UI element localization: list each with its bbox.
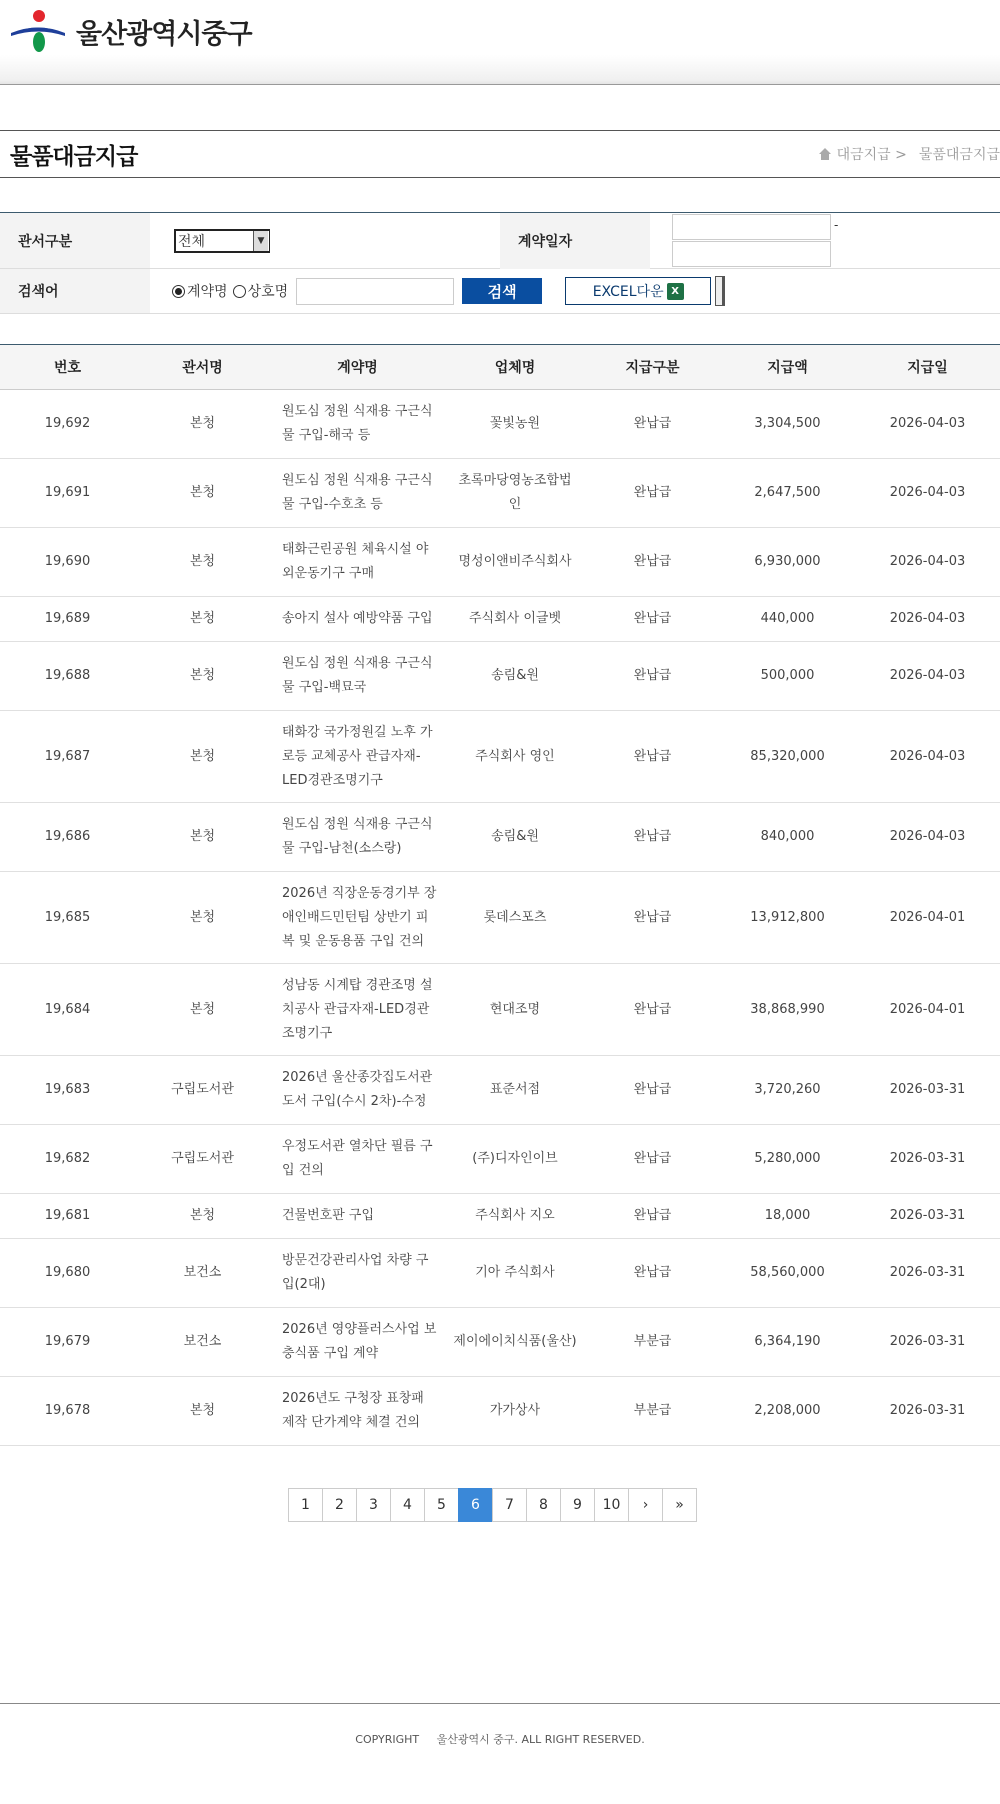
cell-office: 본청: [135, 390, 270, 459]
search-row-office: [0, 213, 1000, 269]
cell-company: 꽃빛농원: [445, 390, 585, 459]
cell-number: 19,679: [0, 1308, 135, 1377]
cell-amount: 3,304,500: [720, 390, 855, 459]
radio-button[interactable]: [233, 285, 246, 298]
cell-date: 2026-04-03: [855, 597, 1000, 642]
cell-amount: 38,868,990: [720, 964, 855, 1056]
page-link[interactable]: 9: [560, 1488, 595, 1522]
cell-contract[interactable]: 성남동 시계탑 경관조명 설치공사 관급자재-LED경관조명기구: [270, 964, 445, 1056]
cell-payment-type: 완납급: [585, 964, 720, 1056]
cell-number: 19,681: [0, 1194, 135, 1239]
cell-company: 초록마당영농조합법인: [445, 459, 585, 528]
cell-date: 2026-04-01: [855, 964, 1000, 1056]
cell-contract[interactable]: 2026년 직장운동경기부 장애인배드민턴팀 상반기 피복 및 운동용품 구입 건의: [270, 872, 445, 964]
page-link[interactable]: 8: [526, 1488, 561, 1522]
table-row[interactable]: [0, 872, 1000, 964]
cell-contract[interactable]: 원도심 정원 식재용 구근식물 구입-백묘국: [270, 642, 445, 711]
site-header: [0, 0, 1000, 85]
page-link[interactable]: 2: [322, 1488, 357, 1522]
cell-payment-type: 완납급: [585, 528, 720, 597]
cell-payment-type: 완납급: [585, 459, 720, 528]
office-label: 관서구분: [0, 213, 150, 268]
cell-date: 2026-03-31: [855, 1377, 1000, 1446]
cell-amount: 85,320,000: [720, 711, 855, 803]
breadcrumb: [818, 144, 1000, 164]
cell-amount: 5,280,000: [720, 1125, 855, 1194]
cell-office: 본청: [135, 1194, 270, 1239]
cell-date: 2026-03-31: [855, 1194, 1000, 1239]
col-header-company: 업체명: [445, 345, 585, 390]
cell-number: 19,687: [0, 711, 135, 803]
cell-date: 2026-04-03: [855, 803, 1000, 872]
cell-number: 19,691: [0, 459, 135, 528]
cell-amount: 840,000: [720, 803, 855, 872]
table-row[interactable]: [0, 803, 1000, 872]
cell-number: 19,684: [0, 964, 135, 1056]
office-select[interactable]: [174, 229, 270, 253]
cell-office: 본청: [135, 459, 270, 528]
cell-date: 2026-03-31: [855, 1056, 1000, 1125]
cell-office: 본청: [135, 528, 270, 597]
cell-company: 송림&원: [445, 642, 585, 711]
date-start-input[interactable]: [672, 214, 831, 240]
cell-number: 19,688: [0, 642, 135, 711]
cell-office: 구립도서관: [135, 1125, 270, 1194]
cell-date: 2026-03-31: [855, 1308, 1000, 1377]
cell-company: 주식회사 지오: [445, 1194, 585, 1239]
page-link[interactable]: 1: [288, 1488, 323, 1522]
page-next-icon[interactable]: ›: [628, 1488, 663, 1522]
cell-company: 현대조명: [445, 964, 585, 1056]
cell-number: 19,686: [0, 803, 135, 872]
col-header-date: 지급일: [855, 345, 1000, 390]
table-row[interactable]: [0, 964, 1000, 1056]
excel-download-label: EXCEL다운: [592, 284, 664, 300]
page-link[interactable]: 5: [424, 1488, 459, 1522]
table-row[interactable]: [0, 1194, 1000, 1239]
table-row[interactable]: [0, 1308, 1000, 1377]
page-current[interactable]: 6: [458, 1488, 493, 1522]
cell-contract[interactable]: 원도심 정원 식재용 구근식물 구입-해국 등: [270, 390, 445, 459]
cell-number: 19,690: [0, 528, 135, 597]
cell-number: 19,685: [0, 872, 135, 964]
col-header-contract: 계약명: [270, 345, 445, 390]
table-row[interactable]: [0, 528, 1000, 597]
chevron-down-icon: ▼: [253, 231, 268, 251]
cell-contract[interactable]: 2026년 울산종갓집도서관 도서 구입(수시 2차)-수정: [270, 1056, 445, 1125]
cell-contract[interactable]: 2026년 영양플러스사업 보충식품 구입 계약: [270, 1308, 445, 1377]
home-icon[interactable]: [818, 147, 832, 161]
cell-payment-type: 부분급: [585, 1308, 720, 1377]
cell-contract[interactable]: 태화강 국가정원길 노후 가로등 교체공사 관급자재-LED경관조명기구: [270, 711, 445, 803]
site-footer: [0, 1703, 1000, 1804]
cell-company: 명성이앤비주식회사: [445, 528, 585, 597]
cell-company: (주)디자인이브: [445, 1125, 585, 1194]
cell-company: 송림&원: [445, 803, 585, 872]
cell-amount: 58,560,000: [720, 1239, 855, 1308]
radio-contract-name[interactable]: [172, 281, 228, 301]
cell-number: 19,689: [0, 597, 135, 642]
cell-payment-type: 완납급: [585, 1056, 720, 1125]
table-row[interactable]: [0, 711, 1000, 803]
col-header-office: 관서명: [135, 345, 270, 390]
table-row[interactable]: [0, 597, 1000, 642]
cell-office: 본청: [135, 964, 270, 1056]
cell-office: 본청: [135, 597, 270, 642]
cell-number: 19,683: [0, 1056, 135, 1125]
keyword-label: 검색어: [0, 269, 150, 313]
cell-amount: 6,364,190: [720, 1308, 855, 1377]
cell-office: 본청: [135, 711, 270, 803]
cell-date: 2026-04-03: [855, 642, 1000, 711]
cell-contract[interactable]: 태화근린공원 체육시설 야외운동기구 구매: [270, 528, 445, 597]
cell-date: 2026-03-31: [855, 1239, 1000, 1308]
cell-date: 2026-03-31: [855, 1125, 1000, 1194]
cell-company: 표준서점: [445, 1056, 585, 1125]
cell-contract[interactable]: 2026년도 구청장 표창패 제작 단가계약 체결 건의: [270, 1377, 445, 1446]
cell-date: 2026-04-03: [855, 711, 1000, 803]
col-header-number: 번호: [0, 345, 135, 390]
radio-company-label: 상호명: [247, 284, 289, 300]
excel-icon: X: [667, 283, 684, 300]
keyword-input[interactable]: [296, 278, 454, 305]
table-row[interactable]: [0, 1125, 1000, 1194]
keyword-field: [172, 269, 725, 313]
cell-amount: 18,000: [720, 1194, 855, 1239]
cell-payment-type: 완납급: [585, 390, 720, 459]
table-row[interactable]: [0, 390, 1000, 459]
cell-contract[interactable]: 원도심 정원 식재용 구근식물 구입-수호초 등: [270, 459, 445, 528]
cell-contract[interactable]: 원도심 정원 식재용 구근식물 구입-남천(소스랑): [270, 803, 445, 872]
radio-company-name[interactable]: [233, 281, 289, 301]
cell-company: 제이에이치식품(울산): [445, 1308, 585, 1377]
breadcrumb-current: 물품대금지급: [918, 147, 1000, 163]
cell-contract[interactable]: 방문건강관리사업 차량 구입(2대): [270, 1239, 445, 1308]
cell-amount: 2,208,000: [720, 1377, 855, 1446]
scrollbar[interactable]: [715, 276, 725, 306]
radio-contract-label: 계약명: [187, 284, 228, 300]
col-header-amount: 지급액: [720, 345, 855, 390]
search-row-keyword: [0, 269, 1000, 314]
table-row[interactable]: [0, 459, 1000, 528]
site-logo[interactable]: [10, 9, 252, 53]
breadcrumb-item[interactable]: 대금지급 >: [836, 147, 907, 163]
cell-payment-type: 완납급: [585, 803, 720, 872]
office-select-value: 전체: [178, 233, 206, 250]
cell-payment-type: 완납급: [585, 1125, 720, 1194]
radio-button-checked[interactable]: [172, 285, 185, 298]
table-row[interactable]: [0, 1377, 1000, 1446]
cell-amount: 3,720,260: [720, 1056, 855, 1125]
cell-amount: 6,930,000: [720, 528, 855, 597]
page-link[interactable]: 10: [594, 1488, 629, 1522]
page-link[interactable]: 7: [492, 1488, 527, 1522]
cell-contract[interactable]: 송아지 설사 예방약품 구입: [270, 597, 445, 642]
cell-office: 본청: [135, 642, 270, 711]
cell-date: 2026-04-03: [855, 528, 1000, 597]
table-row[interactable]: [0, 1239, 1000, 1308]
cell-payment-type: 부분급: [585, 1377, 720, 1446]
cell-contract[interactable]: 건물번호판 구입: [270, 1194, 445, 1239]
cell-company: 기아 주식회사: [445, 1239, 585, 1308]
date-end-input[interactable]: [672, 241, 831, 267]
cell-company: 주식회사 영인: [445, 711, 585, 803]
cell-office: 본청: [135, 803, 270, 872]
site-title: 울산광역시중구: [76, 18, 252, 50]
contract-date-label: 계약일자: [500, 213, 650, 269]
cell-company: 가가상사: [445, 1377, 585, 1446]
cell-payment-type: 완납급: [585, 711, 720, 803]
cell-office: 보건소: [135, 1239, 270, 1308]
table-body: [0, 390, 1000, 1446]
cell-number: 19,678: [0, 1377, 135, 1446]
cell-company: 주식회사 이글벳: [445, 597, 585, 642]
page-title: 물품대금지급: [10, 143, 138, 170]
page-last-icon[interactable]: »: [662, 1488, 697, 1522]
payment-table: [0, 344, 1000, 1446]
cell-number: 19,682: [0, 1125, 135, 1194]
office-field: [150, 213, 270, 268]
table-header-row: [0, 345, 1000, 390]
search-button[interactable]: 검색: [462, 278, 542, 304]
cell-amount: 13,912,800: [720, 872, 855, 964]
page-link[interactable]: 3: [356, 1488, 391, 1522]
cell-payment-type: 완납급: [585, 597, 720, 642]
page-link[interactable]: 4: [390, 1488, 425, 1522]
search-form: [0, 212, 1000, 314]
cell-date: 2026-04-01: [855, 872, 1000, 964]
copyright-text: COPYRIGHT 울산광역시 중구. ALL RIGHT RESERVED.: [355, 1733, 645, 1746]
cell-payment-type: 완납급: [585, 1194, 720, 1239]
excel-download-button[interactable]: [565, 277, 711, 305]
cell-office: 본청: [135, 872, 270, 964]
cell-company: 롯데스포츠: [445, 872, 585, 964]
table-row[interactable]: [0, 642, 1000, 711]
cell-contract[interactable]: 우정도서관 열차단 필름 구입 건의: [270, 1125, 445, 1194]
cell-amount: 2,647,500: [720, 459, 855, 528]
cell-office: 구립도서관: [135, 1056, 270, 1125]
cell-date: 2026-04-03: [855, 390, 1000, 459]
cell-amount: 500,000: [720, 642, 855, 711]
cell-payment-type: 완납급: [585, 642, 720, 711]
cell-number: 19,680: [0, 1239, 135, 1308]
cell-amount: 440,000: [720, 597, 855, 642]
date-separator: -: [834, 218, 839, 232]
page-title-bar: [0, 130, 1000, 178]
pagination: [289, 1488, 697, 1522]
cell-date: 2026-04-03: [855, 459, 1000, 528]
cell-office: 본청: [135, 1377, 270, 1446]
cell-payment-type: 완납급: [585, 1239, 720, 1308]
col-header-payment-type: 지급구분: [585, 345, 720, 390]
table-row[interactable]: [0, 1056, 1000, 1125]
jung-gu-emblem-icon: [10, 9, 66, 53]
cell-payment-type: 완납급: [585, 872, 720, 964]
cell-number: 19,692: [0, 390, 135, 459]
cell-office: 보건소: [135, 1308, 270, 1377]
